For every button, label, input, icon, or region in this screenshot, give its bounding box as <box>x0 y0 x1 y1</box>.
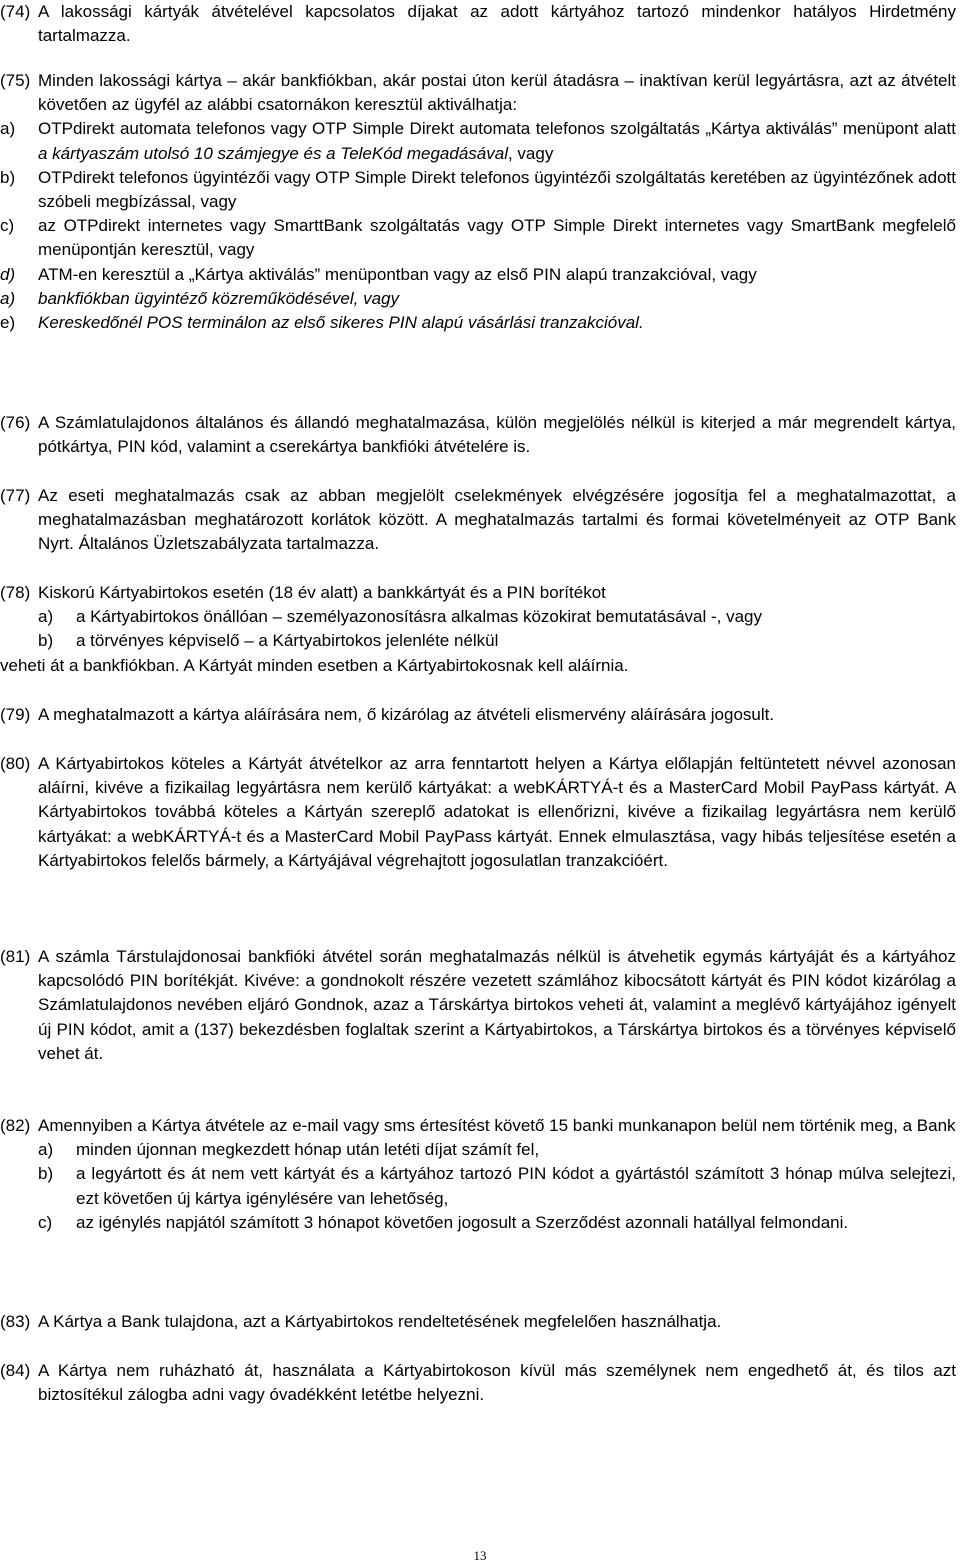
list-item-text: minden újonnan megkezdett hónap után letéti díjat számít fel, <box>76 1140 540 1160</box>
list-item-label: b) <box>0 167 16 187</box>
list-item-text: a törvényes képviselő – a Kártyabirtokos jelenléte nélkül <box>76 631 499 651</box>
paragraph-number: (78) <box>0 583 31 602</box>
paragraph-number: (80) <box>0 754 31 773</box>
list-item-text: OTPdirekt telefonos ügyintézői vagy OTP Simple Direkt telefonos ügyintézői szolgáltatás keretében az ügyintézőnek adott szóbeli megbízással, vagy <box>38 167 956 212</box>
list-item <box>0 1211 956 1235</box>
paragraph-number: (75) <box>0 71 31 90</box>
list-item <box>0 117 956 165</box>
list-item-text <box>38 117 956 165</box>
list-item-label: c) <box>38 1212 53 1232</box>
list-item <box>0 214 956 262</box>
list-item-text-emphasis: a kártyaszám utolsó 10 számjegye és a TeleKód megadásával <box>38 143 508 163</box>
paragraph-number: (76) <box>0 413 31 432</box>
list-item-text: Kereskedőnél POS terminálon az első sikeres PIN alapú vásárlási tranzakcióval. <box>38 313 644 333</box>
paragraph-number: (84) <box>0 1361 31 1380</box>
paragraph-75 <box>0 69 956 335</box>
paragraph-text: A számla Társtulajdonosai bankfióki átvétel során meghatalmazás nélkül is átvehetik egymás kártyáját és a kártyához kapcsolódó PIN borítékját. Kivéve: a gondnokolt részére vezetett számlához kibocsátott kártyát és PIN kódot kizárólag a Számlatulajdonos nevében eljáró Gondnok, azaz a Társkártya birtokos veheti át, valamint a meglévő kártyájához igényelt új PIN kódot, amit a (137) bekezdésben foglaltak szerint a Kártyabirtokos, a Társkártya birtokos és a törvényes képviselő vehet át. <box>38 947 956 1063</box>
paragraph-number: (81) <box>0 947 31 966</box>
paragraph-74 <box>0 0 956 48</box>
paragraph-number: (79) <box>0 705 31 724</box>
paragraph-81 <box>0 945 956 1066</box>
paragraph-text: A Kártyabirtokos köteles a Kártyát átvételkor az arra fenntartott helyen a Kártya előlapján feltüntetett névvel azonosan aláírni, kivéve a fizikailag legyártásra nem kerülő kártyákat: a webKÁRTYÁ-t és a MasterCard Mobil PayPass kártyát. A Kártyabirtokos továbbá köteles a Kártyán szereplő adatokat is ellenőrizni, kivéve a fizikailag legyártásra nem kerülő kártyákat: a webKÁRTYÁ-t és a MasterCard Mobil PayPass kártyát. Ennek elmulasztása, vagy hibás teljesítése esetén a Kártyabirtokos felelős bármely, a Kártyájával végrehajtott jogosulatlan tranzakcióért. <box>38 754 956 870</box>
paragraph-text: A lakossági kártyák átvételével kapcsolatos díjakat az adott kártyához tartozó mindenkor hatályos Hirdetmény tartalmazza. <box>38 2 956 46</box>
list-item <box>0 629 956 653</box>
paragraph-text: Amennyiben a Kártya átvétele az e-mail vagy sms értesítést követő 15 banki munkanapon belül nem történik meg, a Bank <box>38 1116 956 1135</box>
paragraph-text: A Kártya nem ruházható át, használata a Kártyabirtokoson kívül más személynek nem engedhető át, és tilos azt biztosítékul zálogba adni vagy óvadékként letétbe helyezni. <box>38 1361 956 1405</box>
paragraph-82 <box>0 1114 956 1235</box>
list-item-label: c) <box>0 216 15 236</box>
paragraph-text: A meghatalmazott a kártya aláírására nem, ő kizárólag az átvételi elismervény aláírására jogosult. <box>38 705 775 724</box>
paragraph-tail: veheti át a bankfiókban. A Kártyát minden esetben a Kártyabirtokosnak kell aláírnia. <box>0 655 629 675</box>
paragraph-text: Minden lakossági kártya – akár bankfiókban, akár postai úton kerül átadásra – inaktívan kerül legyártásra, azt az átvételt követően az ügyfél az alábbi csatornákon keresztül aktiválhatja: <box>38 71 956 115</box>
list-item-label: b) <box>38 631 54 651</box>
paragraph-text: A Számlatulajdonos általános és állandó meghatalmazása, külön megjelölés nélkül is kiterjed a már megrendelt kártya, pótkártya, PIN kód, valamint a cserekártya bankfióki átvételére is. <box>38 413 956 457</box>
paragraph-84 <box>0 1359 956 1407</box>
list-item-label: d) <box>0 264 16 284</box>
list-item-text-part: , vagy <box>507 143 554 163</box>
list-item-text-part: OTPdirekt automata telefonos vagy OTP Simple Direkt automata telefonos szolgáltatás „Kártya aktiválás” menüpont alatt <box>38 119 956 139</box>
page-number: 13 <box>473 1548 487 1563</box>
list-item-text: ATM-en keresztül a „Kártya aktiválás” menüpontban vagy az első PIN alapú tranzakcióval, vagy <box>38 264 757 284</box>
list-item <box>0 166 956 214</box>
list-item-text: az igénylés napjától számított 3 hónapot követően jogosult a Szerződést azonnali hatállyal felmondani. <box>76 1212 849 1232</box>
list-item-text: a Kártyabirtokos önállóan – személyazonosításra alkalmas közokirat bemutatásával -, vagy <box>76 607 763 627</box>
list-item-text: bankfiókban ügyintéző közreműködésével, vagy <box>38 288 399 308</box>
paragraph-number: (82) <box>0 1116 31 1135</box>
paragraph-number: (83) <box>0 1312 31 1331</box>
paragraph-text: A Kártya a Bank tulajdona, azt a Kártyabirtokos rendeltetésének megfelelően használhatja. <box>38 1312 722 1331</box>
list-item-text: a legyártott és át nem vett kártyát és a kártyához tartozó PIN kódot a gyártástól számított 3 hónap múlva selejtezi, ezt követően új kártya igénylésére van lehetőség, <box>76 1164 956 1208</box>
paragraph-76 <box>0 411 956 459</box>
list-item-label: a) <box>0 288 16 308</box>
list-item-label: b) <box>38 1164 54 1184</box>
paragraph-number: (77) <box>0 486 31 505</box>
paragraph-77 <box>0 484 956 557</box>
paragraph-79 <box>0 703 956 727</box>
list-item <box>0 1138 956 1162</box>
paragraph-83 <box>0 1310 956 1334</box>
paragraph-text: Kiskorú Kártyabirtokos esetén (18 év alatt) a bankkártyát és a PIN borítékot <box>38 583 606 602</box>
paragraph-80 <box>0 752 956 873</box>
list-item-text: az OTPdirekt internetes vagy SmarttBank szolgáltatás vagy OTP Simple Direkt internetes vagy SmartBank megfelelő menüpontján keresztül, vagy <box>38 216 956 260</box>
paragraph-text: Az eseti meghatalmazás csak az abban megjelölt cselekmények elvégzésére jogosítja fel a meghatalmazottat, a meghatalmazásban meghatározott korlátok között. A meghatalmazás tartalmi és formai követelményeit az OTP Bank Nyrt. Általános Üzletszabályzata tartalmazza. <box>38 486 956 554</box>
list-item <box>0 605 956 629</box>
list-item-label: e) <box>0 313 16 333</box>
list-item <box>0 263 956 287</box>
paragraph-number: (74) <box>0 2 31 21</box>
list-item <box>0 1162 956 1210</box>
paragraph-78 <box>0 581 956 678</box>
list-item-label: a) <box>0 119 16 139</box>
list-item <box>0 311 956 335</box>
list-item-label: a) <box>38 1140 54 1160</box>
list-item <box>0 287 956 311</box>
list-item-label: a) <box>38 607 54 627</box>
